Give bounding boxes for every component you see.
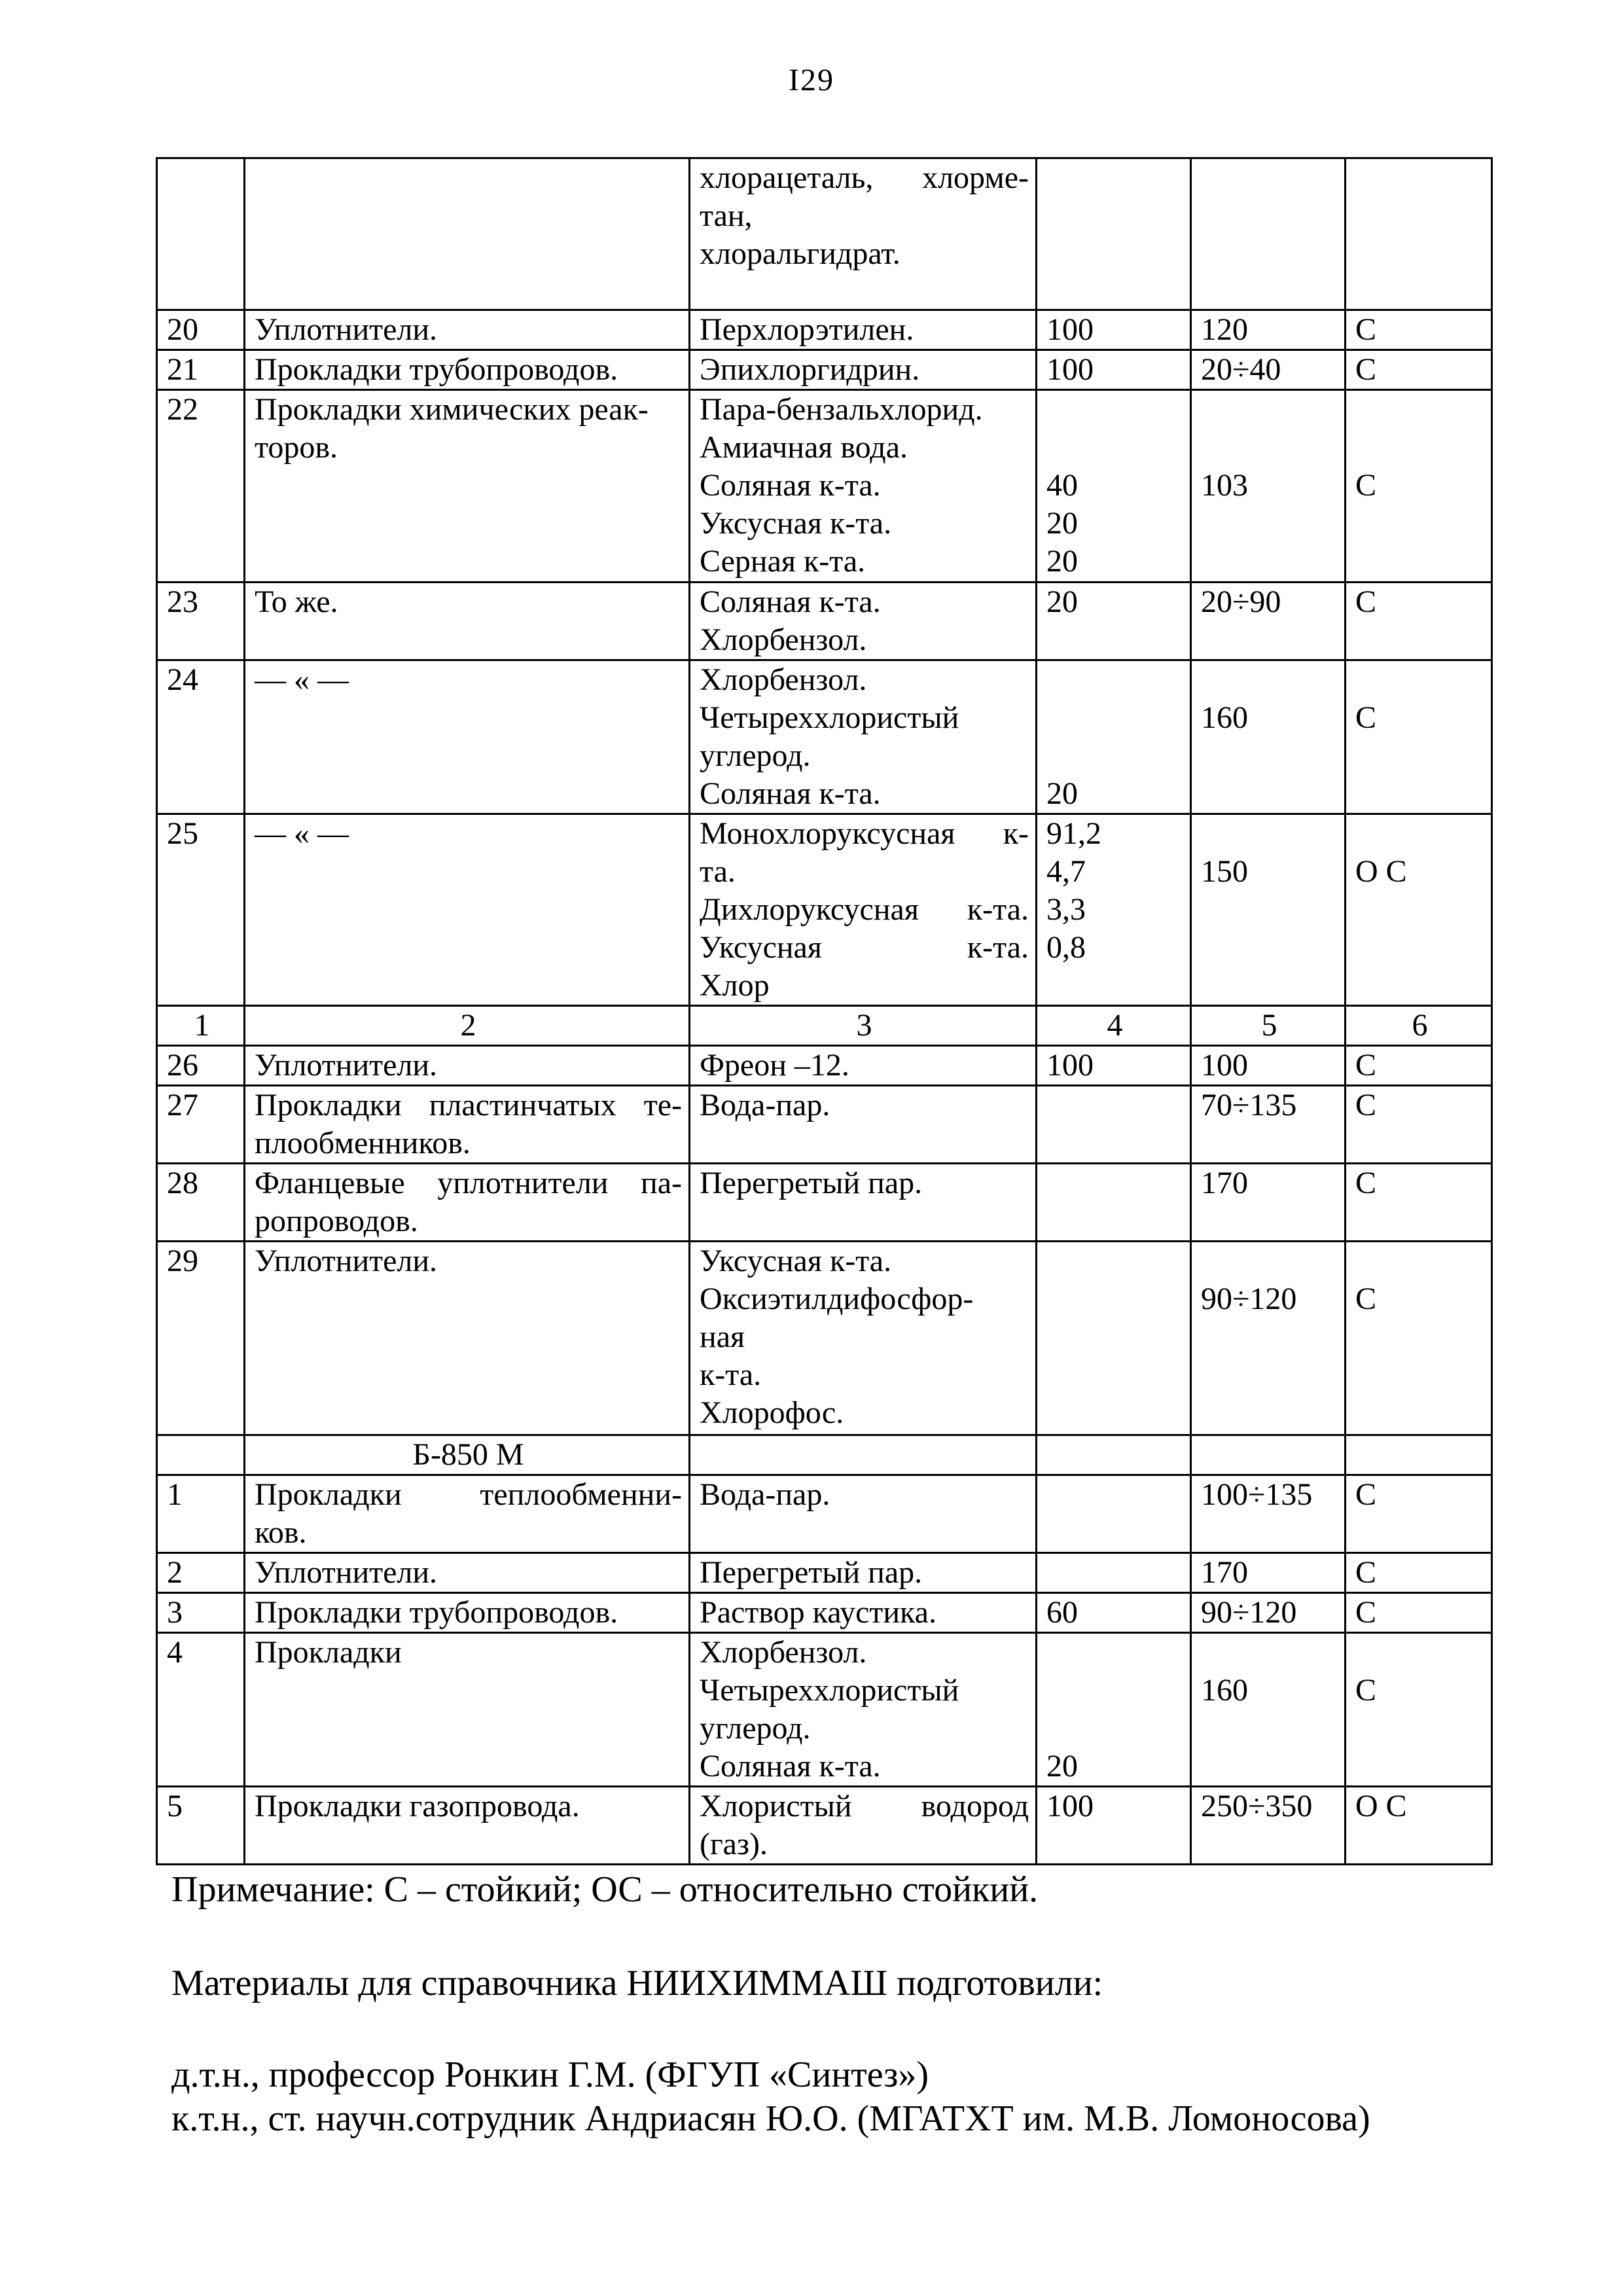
table-row <box>157 1633 1492 1787</box>
resistance-cell <box>1346 1593 1492 1633</box>
table-row <box>157 390 1492 583</box>
cell-line: С <box>1355 352 1377 387</box>
column-number: 5 <box>1191 1006 1346 1046</box>
cell-line: Перегретый пар. <box>700 1555 923 1590</box>
row-number: 3 <box>157 1593 245 1633</box>
row-number: 29 <box>157 1242 245 1435</box>
cell-line: углерод. <box>700 738 811 773</box>
cell-line: С <box>1355 1088 1377 1122</box>
temperature-cell <box>1191 1787 1346 1865</box>
medium-cell <box>690 158 1037 310</box>
cell-line: ропроводов. <box>255 1204 418 1238</box>
cell-line <box>1046 1634 1183 1672</box>
cell-line <box>1046 391 1183 429</box>
cell-line <box>1046 737 1183 775</box>
row-number: 27 <box>157 1086 245 1164</box>
item-cell <box>245 1553 690 1593</box>
resistance-cell <box>1346 583 1492 660</box>
cell-line: 60 <box>1046 1595 1078 1630</box>
cell-line: — « — <box>255 816 349 851</box>
item-cell <box>245 1242 690 1435</box>
cell-line: 20 <box>1046 544 1078 579</box>
cell-line: 160 <box>1201 700 1248 735</box>
table-row <box>157 1475 1492 1553</box>
cell-line: плообменников. <box>255 1126 471 1160</box>
medium-cell <box>690 350 1037 390</box>
cell-line: Амиачная вода. <box>700 430 908 465</box>
cell-line: С <box>1355 1555 1377 1590</box>
medium-cell <box>690 1164 1037 1242</box>
cell-line: Прокладки теплообменни- <box>255 1477 682 1512</box>
row-number: 26 <box>157 1046 245 1086</box>
cell-line: Пара-бензальхлорид. <box>700 392 983 427</box>
resistance-cell <box>1346 350 1492 390</box>
cell-line: С <box>1355 1673 1377 1708</box>
cell-line: Вода-пар. <box>700 1477 830 1512</box>
cell-line: 100 <box>1201 1048 1248 1083</box>
table-row <box>157 350 1492 390</box>
item-cell <box>245 310 690 350</box>
table-row <box>157 1164 1492 1242</box>
cell-line: углерод. <box>700 1711 811 1746</box>
resistance-cell <box>1346 158 1492 310</box>
table-body-top <box>157 158 1492 1006</box>
cell-line: Четыреххлористый <box>700 700 959 735</box>
concentration-cell <box>1037 583 1191 660</box>
cell-line: Хлорофос. <box>700 1395 844 1430</box>
medium-cell <box>690 1086 1037 1164</box>
cell-line: Прокладки пластинчатых те- <box>255 1088 682 1122</box>
medium-cell <box>690 814 1037 1006</box>
cell-line <box>1201 391 1338 429</box>
cell-line: Перхлорэтилен. <box>700 312 914 347</box>
author-line: к.т.н., ст. научн.сотрудник Андриасян Ю.О. (МГАТХТ им. М.В. Ломоносова) <box>171 2098 1370 2139</box>
table-row <box>157 1553 1492 1593</box>
cell-line: хлорацеталь, хлорме- <box>700 160 1029 195</box>
cell-line: Уплотнители. <box>255 1555 438 1590</box>
item-cell <box>245 814 690 1006</box>
cell-line: та. <box>700 854 736 889</box>
cell-line: 20 <box>1046 1749 1078 1784</box>
cell-line <box>1355 815 1484 853</box>
row-number <box>157 158 245 310</box>
section-header-row <box>157 1435 1492 1475</box>
concentration-cell <box>1037 1475 1191 1553</box>
cell-line: Прокладки газопровода. <box>255 1789 580 1823</box>
cell-line: Уплотнители. <box>255 312 438 347</box>
cell-line: 100 <box>1046 312 1094 347</box>
cell-line: Хлорбензол. <box>700 622 867 657</box>
cell-line <box>1355 391 1484 429</box>
cell-line: 20÷40 <box>1201 352 1281 387</box>
concentration-cell <box>1037 1553 1191 1593</box>
concentration-cell <box>1037 814 1191 1006</box>
cell-line: Раствор каустика. <box>700 1595 936 1630</box>
cell-line <box>1201 1634 1338 1672</box>
cell-line: С <box>1355 1048 1377 1083</box>
empty-cell <box>690 1435 1037 1475</box>
cell-line: — « — <box>255 662 349 697</box>
cell-line: Прокладки трубопроводов. <box>255 352 618 387</box>
cell-line: С <box>1355 584 1377 619</box>
medium-cell <box>690 390 1037 583</box>
table-body-bottom <box>157 1046 1492 1435</box>
cell-line: Хлорбензол. <box>700 1635 867 1670</box>
concentration-cell <box>1037 158 1191 310</box>
cell-line <box>1355 661 1484 699</box>
resistance-cell <box>1346 1242 1492 1435</box>
cell-line: Соляная к-та. <box>700 584 881 619</box>
item-cell <box>245 1046 690 1086</box>
cell-line: 100 <box>1046 352 1094 387</box>
row-number: 21 <box>157 350 245 390</box>
cell-line: 20 <box>1046 584 1078 619</box>
cell-line: тан, <box>700 198 753 233</box>
medium-cell <box>690 310 1037 350</box>
cell-line <box>1046 661 1183 699</box>
cell-line: Соляная к-та. <box>700 468 881 503</box>
cell-line <box>1201 429 1338 467</box>
cell-line: С <box>1355 468 1377 503</box>
item-cell <box>245 583 690 660</box>
temperature-cell <box>1191 1475 1346 1553</box>
cell-line: Хлористый водород <box>700 1789 1029 1823</box>
temperature-cell <box>1191 158 1346 310</box>
temperature-cell <box>1191 350 1346 390</box>
table-row <box>157 1006 1492 1046</box>
resistance-cell <box>1346 1164 1492 1242</box>
cell-line: Уксусная к-та. <box>700 506 892 541</box>
cell-line <box>1201 661 1338 699</box>
resistance-cell <box>1346 1787 1492 1865</box>
concentration-cell <box>1037 660 1191 814</box>
cell-line: Перегретый пар. <box>700 1166 923 1200</box>
cell-line: ная <box>700 1319 745 1354</box>
cell-line: Фреон –12. <box>700 1048 849 1083</box>
resistance-cell <box>1346 310 1492 350</box>
table-row <box>157 310 1492 350</box>
cell-line: С <box>1355 1166 1377 1200</box>
concentration-cell <box>1037 1593 1191 1633</box>
table-body-section <box>157 1475 1492 1865</box>
concentration-cell <box>1037 1633 1191 1787</box>
medium-cell <box>690 583 1037 660</box>
cell-line <box>1355 429 1484 467</box>
cell-line: Фланцевые уплотнители па- <box>255 1166 682 1200</box>
table-row <box>157 1435 1492 1475</box>
cell-line: То же. <box>255 584 338 619</box>
concentration-cell <box>1037 350 1191 390</box>
row-number: 23 <box>157 583 245 660</box>
column-number: 2 <box>245 1006 690 1046</box>
cell-line: к-та. <box>700 1357 762 1392</box>
row-number: 24 <box>157 660 245 814</box>
cell-line: 0,8 <box>1046 930 1086 965</box>
empty-cell <box>1191 1435 1346 1475</box>
row-number: 5 <box>157 1787 245 1865</box>
cell-line: Уксусная к-та. <box>700 930 1029 965</box>
cell-line: 100 <box>1046 1048 1094 1083</box>
cell-line: 250÷350 <box>1201 1789 1313 1823</box>
prepared-by-heading: Материалы для справочника НИИХИММАШ подготовили: <box>171 1963 1103 2003</box>
table-row <box>157 660 1492 814</box>
item-cell <box>245 1787 690 1865</box>
cell-line: 90÷120 <box>1201 1282 1297 1316</box>
cell-line: торов. <box>255 430 338 465</box>
resistance-cell <box>1346 1046 1492 1086</box>
cell-line: 70÷135 <box>1201 1088 1297 1122</box>
table-row <box>157 814 1492 1006</box>
concentration-cell <box>1037 1046 1191 1086</box>
resistance-table <box>156 157 1493 1865</box>
cell-line: Четыреххлористый <box>700 1673 959 1708</box>
cell-line: С <box>1355 1477 1377 1512</box>
cell-line: 100÷135 <box>1201 1477 1313 1512</box>
item-cell <box>245 1475 690 1553</box>
cell-line: 120 <box>1201 312 1248 347</box>
medium-cell <box>690 1633 1037 1787</box>
medium-cell <box>690 1553 1037 1593</box>
table-row <box>157 1242 1492 1435</box>
item-cell <box>245 390 690 583</box>
cell-line: 20 <box>1046 506 1078 541</box>
concentration-cell <box>1037 390 1191 583</box>
cell-line: 20÷90 <box>1201 584 1281 619</box>
table-row <box>157 158 1492 310</box>
cell-line: 160 <box>1201 1673 1248 1708</box>
row-number: 28 <box>157 1164 245 1242</box>
cell-line: Уксусная к-та. <box>700 1244 892 1278</box>
cell-line: О С <box>1355 854 1407 889</box>
table-row <box>157 583 1492 660</box>
temperature-cell <box>1191 1164 1346 1242</box>
cell-line: С <box>1355 312 1377 347</box>
item-cell <box>245 1633 690 1787</box>
table-row <box>157 1046 1492 1086</box>
resistance-cell <box>1346 1633 1492 1787</box>
cell-line: 100 <box>1046 1789 1094 1823</box>
temperature-cell <box>1191 660 1346 814</box>
column-number: 3 <box>690 1006 1037 1046</box>
row-number: 25 <box>157 814 245 1006</box>
cell-line: 20 <box>1046 776 1078 811</box>
resistance-cell <box>1346 1475 1492 1553</box>
table-row <box>157 1787 1492 1865</box>
row-number: 20 <box>157 310 245 350</box>
item-cell <box>245 158 690 310</box>
cell-line: 3,3 <box>1046 892 1086 927</box>
cell-line <box>1355 1634 1484 1672</box>
concentration-cell <box>1037 1787 1191 1865</box>
temperature-cell <box>1191 1086 1346 1164</box>
cell-line: хлоральгидрат. <box>700 236 901 271</box>
temperature-cell <box>1191 310 1346 350</box>
resistance-cell <box>1346 814 1492 1006</box>
concentration-cell <box>1037 310 1191 350</box>
cell-line: Уплотнители. <box>255 1048 438 1083</box>
column-number: 1 <box>157 1006 245 1046</box>
cell-line: Хлор <box>700 968 770 1003</box>
concentration-cell <box>1037 1086 1191 1164</box>
column-number: 6 <box>1346 1006 1492 1046</box>
resistance-cell <box>1346 1553 1492 1593</box>
table-row <box>157 1086 1492 1164</box>
temperature-cell <box>1191 1046 1346 1086</box>
cell-line <box>1355 1242 1484 1280</box>
cell-line: Дихлоруксусная к-та. <box>700 892 1029 927</box>
row-number: 1 <box>157 1475 245 1553</box>
row-number: 4 <box>157 1633 245 1787</box>
cell-line: Эпихлоргидрин. <box>700 352 920 387</box>
section-header: Б-850 М <box>245 1435 690 1475</box>
cell-line <box>1046 1672 1183 1710</box>
medium-cell <box>690 1046 1037 1086</box>
legend-note: Примечание: С – стойкий; ОС – относительно стойкий. <box>171 1869 1039 1910</box>
temperature-cell <box>1191 1553 1346 1593</box>
cell-line: С <box>1355 1595 1377 1630</box>
cell-line: О С <box>1355 1789 1407 1823</box>
page-number: I29 <box>789 63 834 98</box>
cell-line: Соляная к-та. <box>700 776 881 811</box>
cell-line: Прокладки химических реак- <box>255 392 649 427</box>
concentration-cell <box>1037 1164 1191 1242</box>
cell-line: С <box>1355 700 1377 735</box>
medium-cell <box>690 1475 1037 1553</box>
item-cell <box>245 350 690 390</box>
column-number-row <box>157 1006 1492 1046</box>
empty-cell <box>1346 1435 1492 1475</box>
cell-line <box>1046 699 1183 737</box>
cell-line: 4,7 <box>1046 854 1086 889</box>
cell-line: Серная к-та. <box>700 544 866 579</box>
row-number: 2 <box>157 1553 245 1593</box>
cell-line: (газ). <box>700 1827 768 1861</box>
cell-line: 150 <box>1201 854 1248 889</box>
cell-line: 91,2 <box>1046 816 1101 851</box>
cell-line: ков. <box>255 1515 307 1550</box>
temperature-cell <box>1191 1593 1346 1633</box>
cell-line: С <box>1355 1282 1377 1316</box>
item-cell <box>245 660 690 814</box>
section-num-cell <box>157 1435 245 1475</box>
cell-line <box>1201 815 1338 853</box>
cell-line: Уплотнители. <box>255 1244 438 1278</box>
temperature-cell <box>1191 1633 1346 1787</box>
resistance-cell <box>1346 390 1492 583</box>
temperature-cell <box>1191 583 1346 660</box>
medium-cell <box>690 1242 1037 1435</box>
author-line: д.т.н., профессор Ронкин Г.М. (ФГУП «Синтез») <box>171 2054 929 2095</box>
item-cell <box>245 1593 690 1633</box>
medium-cell <box>690 1787 1037 1865</box>
column-number: 4 <box>1037 1006 1191 1046</box>
cell-line <box>1046 1710 1183 1748</box>
cell-line <box>1046 429 1183 467</box>
item-cell <box>245 1086 690 1164</box>
row-number: 22 <box>157 390 245 583</box>
cell-line: Прокладки трубопроводов. <box>255 1595 618 1630</box>
cell-line: 103 <box>1201 468 1248 503</box>
cell-line: Прокладки <box>255 1635 402 1670</box>
cell-line <box>1201 1242 1338 1280</box>
temperature-cell <box>1191 814 1346 1006</box>
empty-cell <box>1037 1435 1191 1475</box>
cell-line: Хлорбензол. <box>700 662 867 697</box>
medium-cell <box>690 660 1037 814</box>
cell-line: Монохлоруксусная к- <box>700 816 1029 851</box>
cell-line: Соляная к-та. <box>700 1749 881 1784</box>
item-cell <box>245 1164 690 1242</box>
cell-line: Вода-пар. <box>700 1088 830 1122</box>
temperature-cell <box>1191 1242 1346 1435</box>
table-row <box>157 1593 1492 1633</box>
temperature-cell <box>1191 390 1346 583</box>
cell-line: 170 <box>1201 1555 1248 1590</box>
resistance-cell <box>1346 1086 1492 1164</box>
medium-cell <box>690 1593 1037 1633</box>
cell-line: 40 <box>1046 468 1078 503</box>
resistance-cell <box>1346 660 1492 814</box>
cell-line: 170 <box>1201 1166 1248 1200</box>
concentration-cell <box>1037 1242 1191 1435</box>
cell-line: 90÷120 <box>1201 1595 1297 1630</box>
cell-line: Оксиэтилдифосфор- <box>700 1282 974 1316</box>
